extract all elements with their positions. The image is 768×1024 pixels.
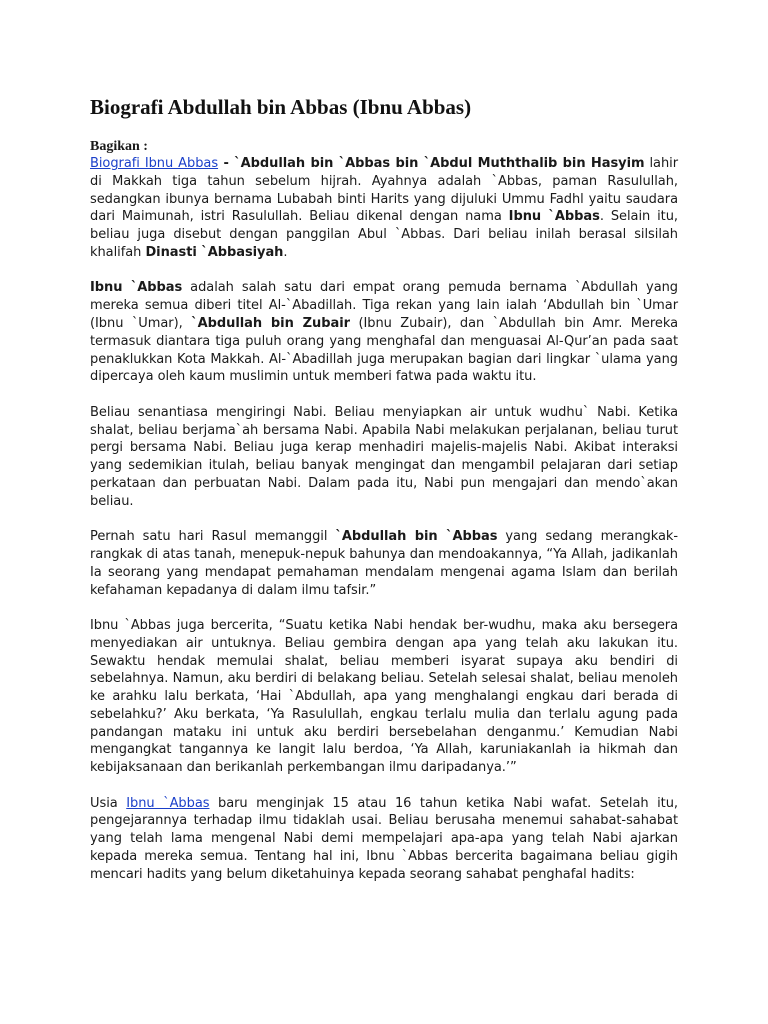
text: adalah salah satu dari empat orang pemuda bernama `Abdullah yang mereka semua diberi titel Al-`Abadillah. Tiga rekan yang lain ialah ‘Abdullah bin `Umar (Ibnu `Umar), (90, 280, 679, 331)
article-title: Biografi Abdullah bin Abbas (Ibnu Abbas) (90, 95, 472, 119)
paragraph-5: Ibnu `Abbas juga bercerita, “Suatu ketika Nabi hendak ber-wudhu, maka aku bersegera menyediakan air untuknya. Beliau gembira dengan apa yang telah aku lakukan itu. Sewaktu hendak memulai shalat, beliau memberi isyarat supaya aku bendiri di sebelahnya. Namun, aku berdiri di belakang beliau. Setelah selesai shalat, beliau menoleh ke arahku lalu berkata, ‘Hai `Abdullah, apa yang menghalangi engkau dari berada di sebelahku?’ Aku berkata, ‘Ya Rasulullah, engkau terlalu mulia dan terlalu agung pada pandangan mataku ini untuk aku berdiri bersebelahan denganmu.’ Kemudian Nabi mengangkat tangannya ke langit lalu berdoa, ‘Ya Allah, karuniakanlah ia hikmah dan kebijaksanaan dan berikanlah perkembangan ilmu daripadanya.’” (90, 617, 678, 776)
share-label: Bagikan : (90, 139, 148, 154)
paragraph-3: Beliau senantiasa mengiringi Nabi. Beliau menyiapkan air untuk wudhu` Nabi. Ketika shalat, beliau berjama`ah bersama Nabi. Apabila Nabi melakukan perjalanan, beliau turut pergi bersama Nabi. Beliau juga kerap menhadiri majelis-majelis Nabi. Akibat interaksi yang sedemikian itulah, beliau banyak mengingat dan mengambil pelajaran dari setiap perkataan dan perbuatan Nabi. Dalam pada itu, Nabi pun mengajari dan mendo`akan beliau. (90, 404, 678, 509)
text: baru menginjak 15 atau 16 tahun ketika Nabi wafat. Setelah itu, pengejarannya terhadap ilmu tidaklah usai. Beliau berusaha menemui sahabat-sahabat yang telah lama mengenal Nabi demi mempelajari apa-apa yang telah Nabi ajarkan kepada mereka semua. Tentang hal ini, Ibnu `Abbas bercerita bagaimana beliau gigih mencari hadits yang belum diketahuinya kepada seorang sahabat penghafal hadits: (90, 795, 679, 882)
text: . (283, 244, 288, 260)
paragraph-4 (90, 528, 678, 599)
bold-dynasty: Dinasti `Abbasiyah (145, 244, 284, 260)
biografi-ibnu-abbas-link[interactable]: Biografi Ibnu Abbas (90, 156, 219, 171)
separator: - (218, 156, 235, 171)
paragraph-1 (90, 155, 678, 262)
paragraph-6 (90, 795, 678, 884)
text: Usia (90, 795, 127, 811)
text: yang sedang merangkak-rangkak di atas tanah, menepuk-nepuk bahunya dan mendoakannya, “Ya Allah, jadikanlah Ia seorang yang mendapat pemahaman mendalam mengenai agama Islam dan berilah kefahaman kepadanya di dalam ilmu tafsir.” (90, 529, 679, 598)
bold-name: Ibnu `Abbas (508, 209, 600, 225)
bold-name: `Abdullah bin Zubair (191, 315, 350, 331)
full-name: `Abdullah bin `Abbas bin `Abdul Muththalib bin Hasyim (234, 156, 645, 171)
paragraph-2 (90, 279, 678, 386)
ibnu-abbas-link[interactable]: Ibnu `Abbas (126, 795, 210, 811)
bold-name: `Abdullah bin `Abbas (335, 529, 498, 545)
article (90, 94, 678, 901)
bold-name: Ibnu `Abbas (90, 280, 183, 296)
text: lahir di Makkah tiga tahun sebelum hijrah. Ayahnya adalah `Abbas, paman Rasulullah, sedangkan ibunya bernama Lubabah binti Harits yang dijuluki Ummu Fadhl yaitu saudara dari Maimunah, istri Rasulullah. Beliau dikenal dengan nama (90, 156, 678, 225)
text: Pernah satu hari Rasul memanggil (90, 529, 336, 545)
text: (Ibnu Zubair), dan `Abdullah bin Amr. Mereka termasuk diantara tiga puluh orang yang menghafal dan menguasai Al-Qur’an pada saat penaklukkan Kota Makkah. Al-`Abadillah juga merupakan bagian dari lingkar `ulama yang dipercaya oleh kaum muslimin untuk memberi fatwa pada waktu itu. (90, 315, 678, 385)
text: . Selain itu, beliau juga disebut dengan panggilan Abul `Abbas. Dari beliau inilah berasal silsilah khalifah (90, 209, 678, 260)
